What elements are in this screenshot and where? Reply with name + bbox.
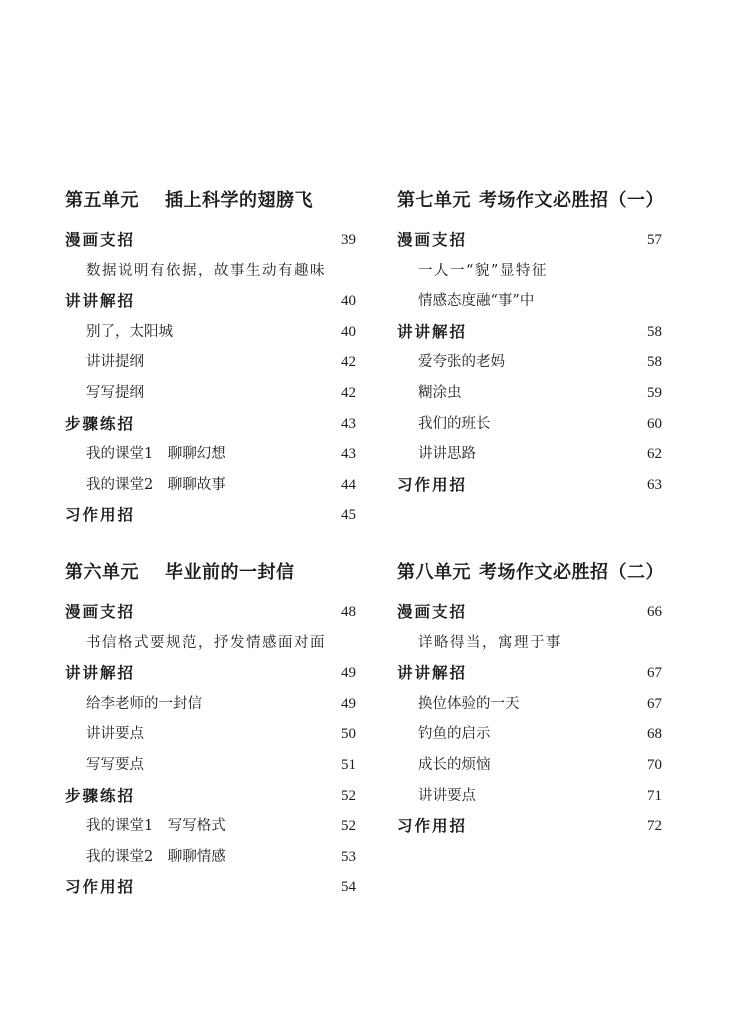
entry-title: 漫画支招 (397, 231, 468, 249)
entry-page-number: 50 (341, 726, 356, 743)
toc-sub-entry[interactable] (397, 409, 662, 440)
entry-title: 我的课堂2 聊聊故事 (86, 476, 226, 493)
entry-page-number: 71 (647, 787, 662, 804)
entry-page-number: 40 (341, 323, 356, 340)
entry-page-number: 51 (341, 756, 356, 773)
toc-sub-entry[interactable] (397, 439, 662, 470)
entry-page-number: 45 (341, 507, 356, 524)
entry-title: 漫画支招 (397, 603, 468, 621)
entry-title: 我们的班长 (418, 415, 491, 432)
unit-theme: 考场作文必胜招（一） (479, 190, 664, 211)
entry-title: 习作用招 (65, 878, 136, 897)
entry-title: 漫画支招 (65, 231, 136, 249)
entry-title: 数据说明有依据，故事生动有趣味 (86, 262, 326, 279)
toc-sub-entry[interactable] (397, 781, 662, 812)
toc-section-entry[interactable] (65, 597, 356, 628)
toc-section-entry[interactable] (65, 872, 356, 903)
unit-theme: 插上科学的翅膀飞 (165, 190, 313, 211)
unit-title (397, 189, 662, 213)
unit-number: 第七单元 (397, 190, 471, 211)
entry-title: 一人一“貌”显特征 (418, 262, 548, 279)
entry-title: 习作用招 (397, 475, 468, 494)
entry-title: 习作用招 (65, 506, 136, 525)
entry-page-number: 58 (647, 354, 662, 371)
entry-page-number: 42 (341, 354, 356, 371)
toc-sub-entry[interactable] (397, 689, 662, 720)
entry-page-number: 53 (341, 848, 356, 865)
entry-title: 爱夸张的老妈 (418, 354, 505, 371)
entry-page-number: 42 (341, 384, 356, 401)
toc-sub-entry[interactable] (65, 811, 356, 842)
entry-title: 讲讲要点 (86, 726, 144, 743)
entry-title: 成长的烦恼 (418, 756, 491, 773)
entry-title: 漫画支招 (65, 603, 136, 621)
entry-title: 习作用招 (397, 817, 468, 836)
unit-entries (65, 597, 356, 903)
unit-number: 第五单元 (65, 190, 139, 211)
entry-page-number: 43 (341, 446, 356, 463)
entry-title: 情感态度融“事”中 (418, 293, 535, 310)
entry-page-number: 66 (647, 604, 662, 620)
entry-page-number: 49 (341, 695, 356, 712)
toc-sub-entry[interactable] (65, 347, 356, 378)
entry-title: 我的课堂1 写写格式 (86, 818, 226, 835)
entry-title: 讲讲解招 (397, 664, 468, 683)
entry-page-number: 48 (341, 604, 356, 620)
entry-page-number: 57 (647, 232, 662, 248)
toc-section-entry[interactable] (397, 597, 662, 628)
unit-number: 第八单元 (397, 562, 471, 583)
toc-sub-entry[interactable] (65, 628, 356, 659)
toc-sub-entry[interactable] (65, 256, 356, 287)
entry-title: 详略得当，寓理于事 (418, 634, 562, 651)
entry-title: 我的课堂2 聊聊情感 (86, 848, 226, 865)
toc-sub-entry[interactable] (397, 750, 662, 781)
unit-seven-block (397, 189, 662, 500)
entry-title: 写写提纲 (86, 384, 144, 401)
toc-section-entry[interactable] (65, 225, 356, 256)
entry-page-number: 40 (341, 293, 356, 310)
toc-section-entry[interactable] (397, 225, 662, 256)
toc-sub-entry[interactable] (397, 347, 662, 378)
unit-title (65, 189, 356, 213)
entry-page-number: 68 (647, 726, 662, 743)
entry-page-number: 60 (647, 415, 662, 432)
entry-title: 书信格式要规范，抒发情感面对面 (86, 634, 326, 651)
entry-page-number: 72 (647, 818, 662, 835)
unit-title (397, 561, 662, 585)
entry-page-number: 70 (647, 756, 662, 773)
toc-sub-entry[interactable] (65, 439, 356, 470)
entry-page-number: 67 (647, 665, 662, 682)
toc-sub-entry[interactable] (65, 317, 356, 348)
unit-six-block (65, 561, 356, 903)
toc-section-entry[interactable] (65, 781, 356, 812)
unit-entries (65, 225, 356, 531)
toc-sub-entry[interactable] (65, 719, 356, 750)
toc-sub-entry[interactable] (65, 750, 356, 781)
toc-sub-entry[interactable] (65, 470, 356, 501)
entry-title: 别了，太阳城 (86, 323, 173, 340)
toc-sub-entry[interactable] (397, 628, 662, 659)
toc-sub-entry[interactable] (397, 719, 662, 750)
toc-section-entry[interactable] (65, 500, 356, 531)
entry-title: 讲讲解招 (65, 292, 136, 311)
unit-entries (397, 225, 662, 500)
entry-title: 讲讲解招 (65, 664, 136, 683)
toc-sub-entry[interactable] (397, 378, 662, 409)
toc-section-entry[interactable] (65, 286, 356, 317)
toc-section-entry[interactable] (65, 409, 356, 440)
unit-eight-block (397, 561, 662, 842)
toc-sub-entry[interactable] (65, 378, 356, 409)
entry-page-number: 52 (341, 818, 356, 835)
entry-title: 我的课堂1 聊聊幻想 (86, 446, 226, 463)
entry-title: 给李老师的一封信 (86, 695, 202, 712)
toc-section-entry[interactable] (397, 470, 662, 501)
entry-title: 糊涂虫 (418, 384, 462, 401)
unit-number: 第六单元 (65, 562, 139, 583)
entry-page-number: 44 (341, 476, 356, 493)
entry-title: 换位体验的一天 (418, 695, 520, 712)
entry-title: 写写要点 (86, 756, 144, 773)
entry-title: 步骤练招 (65, 786, 136, 805)
entry-page-number: 49 (341, 665, 356, 682)
toc-section-entry[interactable] (397, 658, 662, 689)
entry-title: 讲讲要点 (418, 787, 476, 804)
entry-title: 讲讲思路 (418, 446, 476, 463)
entry-page-number: 63 (647, 476, 662, 493)
toc-sub-entry[interactable] (397, 286, 662, 317)
entry-page-number: 43 (341, 415, 356, 432)
entry-page-number: 52 (341, 787, 356, 804)
unit-entries (397, 597, 662, 842)
toc-section-entry[interactable] (65, 658, 356, 689)
unit-five-block (65, 189, 356, 531)
entry-page-number: 62 (647, 446, 662, 463)
entry-page-number: 58 (647, 323, 662, 340)
entry-page-number: 67 (647, 695, 662, 712)
entry-page-number: 39 (341, 232, 356, 248)
unit-theme: 考场作文必胜招（二） (479, 562, 664, 583)
entry-title: 钓鱼的启示 (418, 726, 491, 743)
entry-title: 步骤练招 (65, 414, 136, 433)
toc-sub-entry[interactable] (397, 256, 662, 287)
toc-section-entry[interactable] (397, 811, 662, 842)
toc-section-entry[interactable] (397, 317, 662, 348)
entry-page-number: 54 (341, 879, 356, 896)
unit-title (65, 561, 356, 585)
entry-page-number: 59 (647, 384, 662, 401)
unit-theme: 毕业前的一封信 (165, 562, 295, 583)
toc-sub-entry[interactable] (65, 842, 356, 873)
entry-title: 讲讲解招 (397, 322, 468, 341)
entry-title: 讲讲提纲 (86, 354, 144, 371)
toc-sub-entry[interactable] (65, 689, 356, 720)
